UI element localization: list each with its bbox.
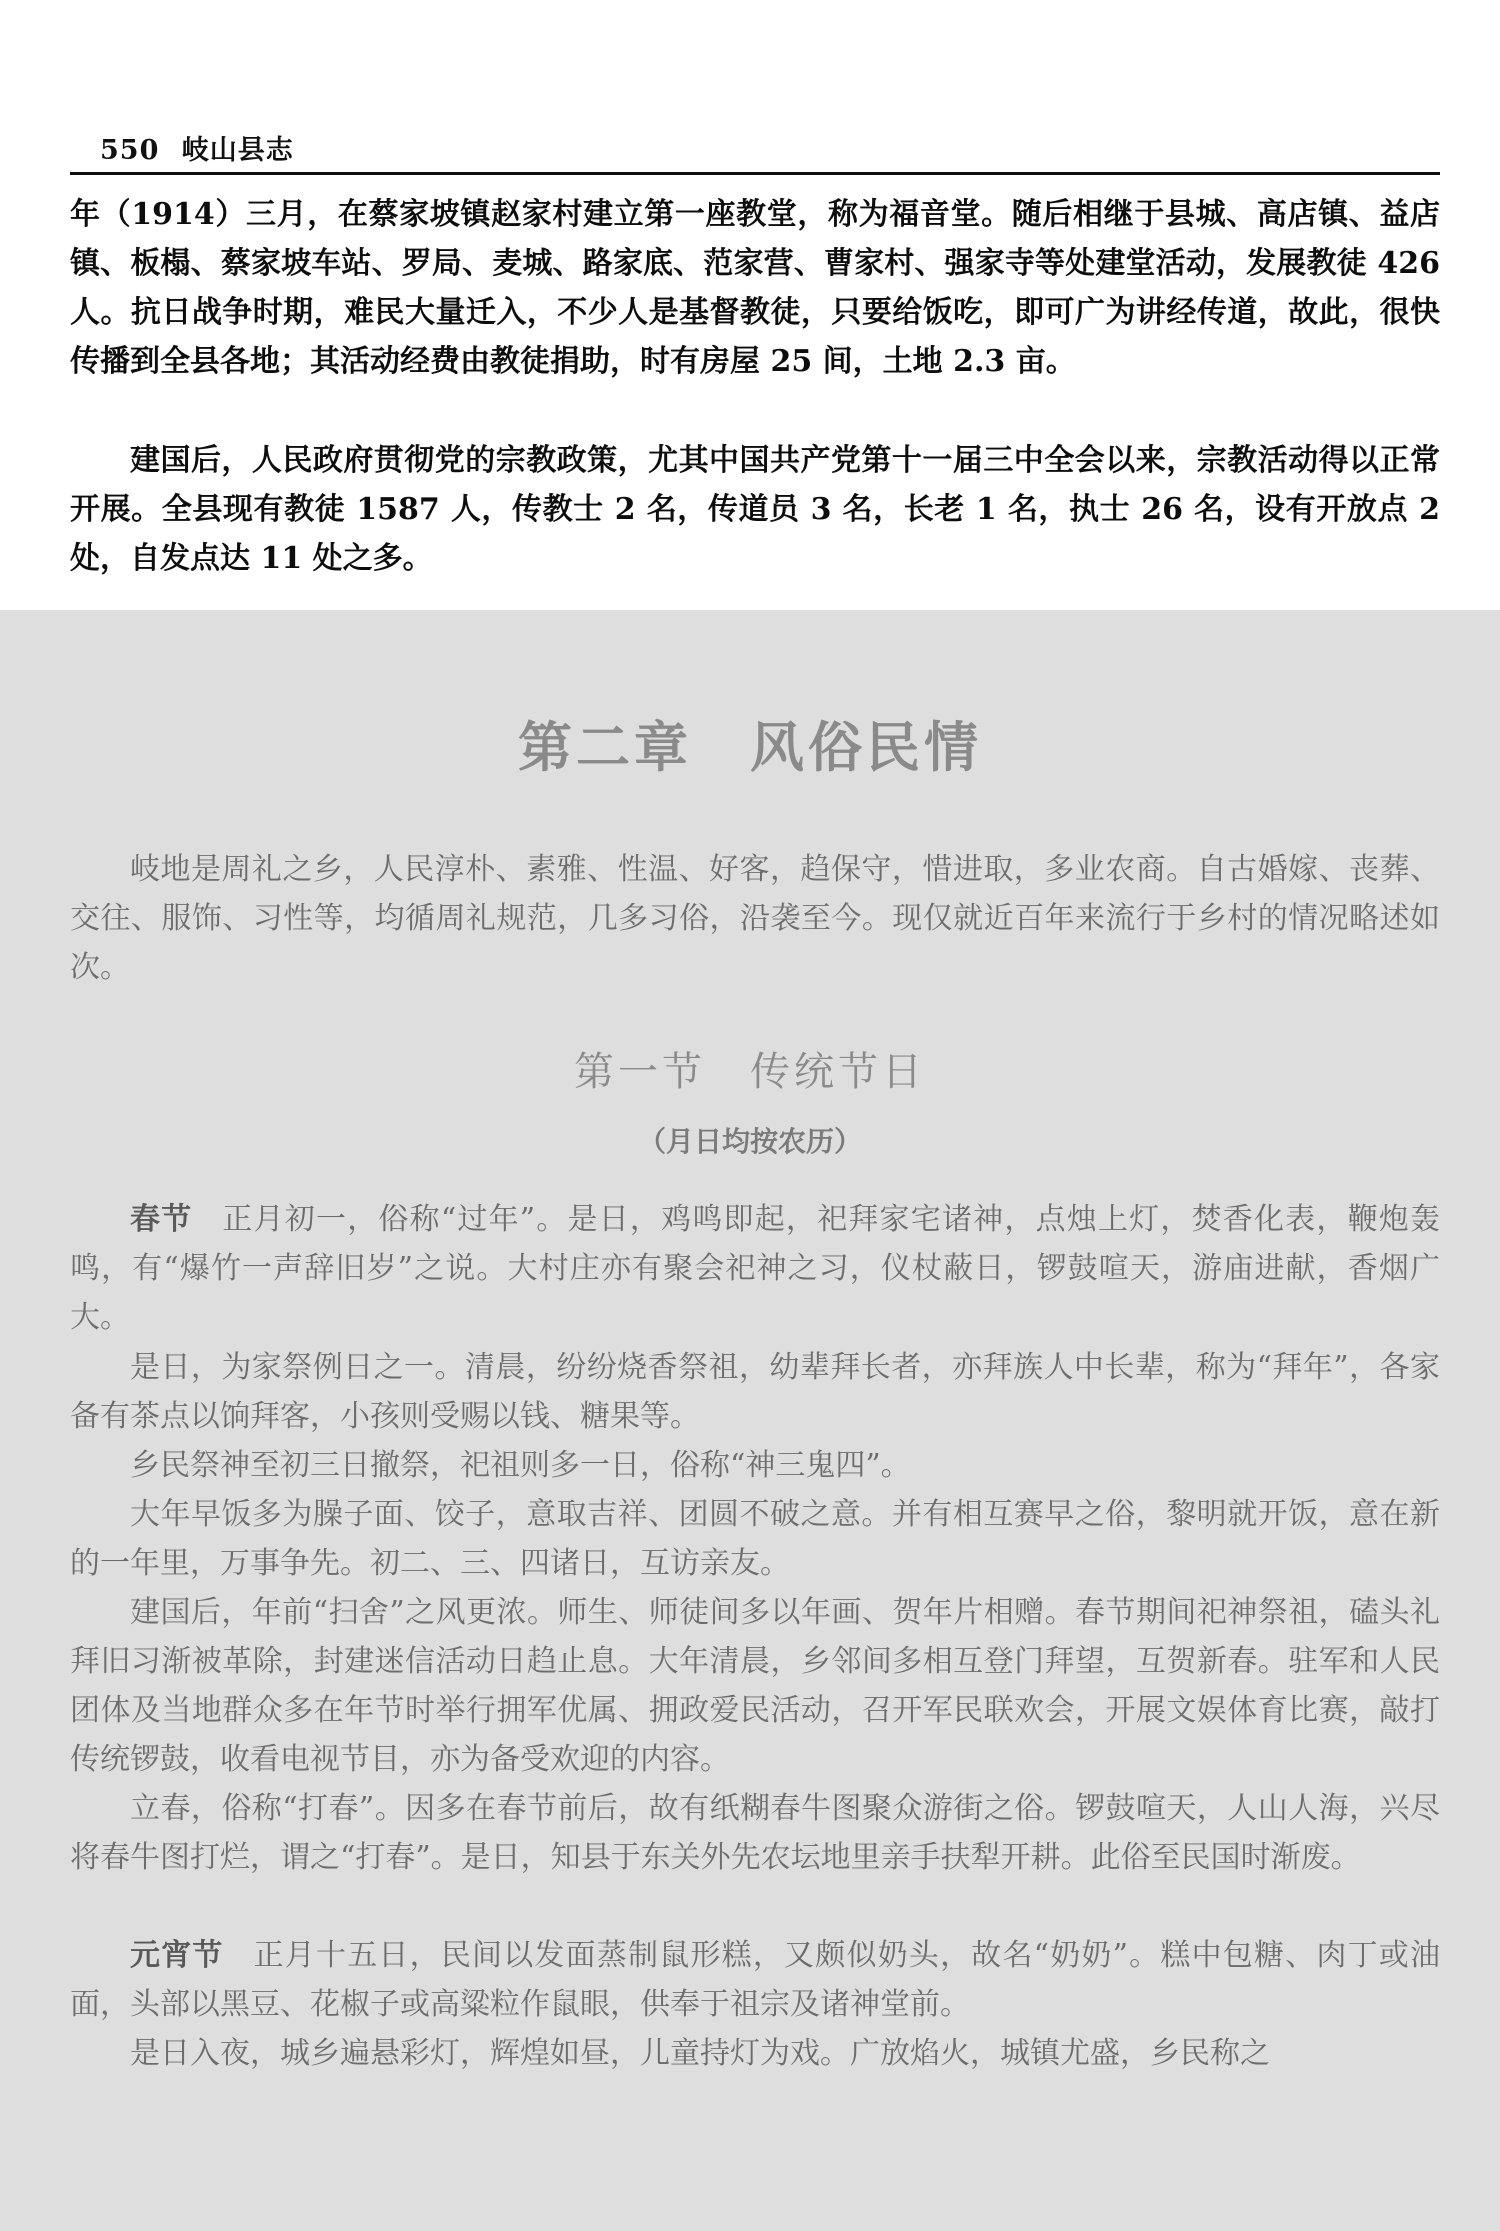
paragraph-spring-6: 立春，俗称“打春”。因多在春节前后，故有纸糊春牛图聚众游街之俗。锣鼓喧天，人山人海，兴尽将春牛图打烂，谓之“打春”。是日，知县于东关外先农坛地里亲手扶犁开耕。此俗至民国时渐废。 xyxy=(70,1791,1440,1875)
paragraph-spring-festival xyxy=(70,1195,1440,1342)
header-rule xyxy=(70,172,1440,175)
paragraph-spring-2: 是日，为家祭例日之一。清晨，纷纷烧香祭祖，幼辈拜长者，亦拜族人中长辈，称为“拜年”，各家备有茶点以饷拜客，小孩则受赐以钱、糖果等。 xyxy=(70,1350,1440,1434)
page-number: 550 xyxy=(100,135,160,166)
chapter-intro: 岐地是周礼之乡，人民淳朴、素雅、性温、好客，趋保守，惜进取，多业农商。自古婚嫁、丧葬、交往、服饰、习性等，均循周礼规范，几多习俗，沿袭至今。现仅就近百年来流行于乡村的情况略述如次。 xyxy=(70,852,1440,985)
paragraph-lantern-festival xyxy=(70,1931,1440,2029)
chapter-title: 第二章 风俗民情 xyxy=(518,716,982,779)
lantern-festival-text: 正月十五日，民间以发面蒸制鼠形糕，又颇似奶头，故名“奶奶”。糕中包糖、肉丁或油面，头部以黑豆、花椒子或高粱粒作鼠眼，供奉于祖宗及诸神堂前。 xyxy=(70,1938,1440,2022)
section-note: （月日均按农历） xyxy=(637,1125,862,1158)
paragraph-spring-5: 建国后，年前“扫舍”之风更浓。师生、师徒间多以年画、贺年片相赠。春节期间祀神祭祖，磕头礼拜旧习渐被革除，封建迷信活动日趋止息。大年清晨，乡邻间多相互登门拜望，互贺新春。驻军和人民团体及当地群众多在年节时举行拥军优属、拥政爱民活动，召开军民联欢会，开展文娱体育比赛，敲打传统锣鼓，收看电视节目，亦为备受欢迎的内容。 xyxy=(70,1595,1440,1777)
paragraph-post-liberation: 建国后，人民政府贯彻党的宗教政策，尤其中国共产党第十一届三中全会以来，宗教活动得以正常开展。全县现有教徒 1587 人，传教士 2 名，传道员 3 名，长老 1 名，执士 26 名，设有开放点 2 处，自发点达 11 处之多。 xyxy=(70,443,1440,576)
paragraph-church-history: 年（1914）三月，在蔡家坡镇赵家村建立第一座教堂，称为福音堂。随后相继于县城、高店镇、益店镇、板榻、蔡家坡车站、罗局、麦城、路家底、范家营、曹家村、强家寺等处建堂活动，发展教徒 426 人。抗日战争时期，难民大量迁入，不少人是基督教徒，只要给饭吃，即可广为讲经传道，故此，很快传播到全县各地；其活动经费由教徒捐助，时有房屋 25 间，土地 2.3 亩。 xyxy=(70,197,1440,379)
running-header xyxy=(100,128,1440,167)
term-lantern-festival: 元宵节 xyxy=(130,1938,224,1973)
spring-festival-text: 正月初一，俗称“过年”。是日，鸡鸣即起，祀拜家宅诸神，点烛上灯，焚香化表，鞭炮轰鸣，有“爆竹一声辞旧岁”之说。大村庄亦有聚会祀神之习，仪杖蔽日，锣鼓喧天，游庙进献，香烟广大。 xyxy=(70,1202,1440,1335)
section-title: 第一节 传统节日 xyxy=(574,1049,926,1095)
book-title: 岐山县志 xyxy=(181,135,294,166)
term-spring-festival: 春节 xyxy=(130,1202,193,1237)
paragraph-spring-3: 乡民祭神至初三日撤祭，祀祖则多一日，俗称“神三鬼四”。 xyxy=(130,1448,911,1483)
paragraph-lantern-2: 是日入夜，城乡遍悬彩灯，辉煌如昼，儿童持灯为戏。广放焰火，城镇尤盛，乡民称之 xyxy=(130,2036,1270,2071)
paragraph-spring-4: 大年早饭多为臊子面、饺子，意取吉祥、团圆不破之意。并有相互赛早之俗，黎明就开饭，意在新的一年里，万事争先。初二、三、四诸日，互访亲友。 xyxy=(70,1497,1440,1581)
